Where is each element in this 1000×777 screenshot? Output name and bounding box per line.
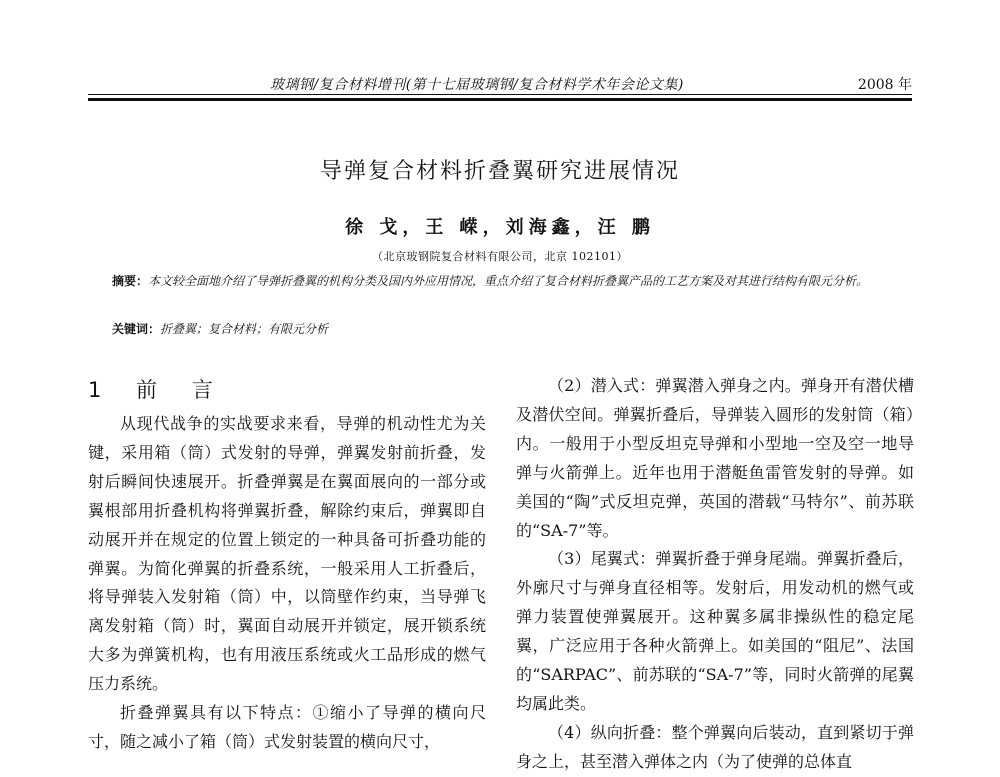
abstract xyxy=(88,270,914,292)
body-paragraph: 从现代战争的实战要求来看，导弹的机动性尤为关键，采用箱（筒）式发射的导弹，弹翼发射前折叠，发射后瞬间快速展开。折叠弹翼是在翼面展向的一部分或翼根部用折叠机构将弹翼折叠，解除约束后，弹翼即自动展开并在规定的位置上锁定的一种具备可折叠功能的弹翼。为简化弹翼的折叠系统，一般采用人工折叠后，将导弹装入发射箱（筒）中，以筒壁作约束，当导弹飞离发射箱（筒）时，翼面自动展开并锁定，展开锁系统大多为弹簧机构，也有用液压系统或火工品形成的燃气压力系统。 xyxy=(88,414,486,694)
paper-title: 导弹复合材料折叠翼研究进展情况 xyxy=(319,159,680,184)
body-paragraph: 折叠弹翼具有以下特点：①缩小了导弹的横向尺寸，随之减小了箱（筒）式发射装置的横向尺寸， xyxy=(88,703,486,751)
keywords-text: 折叠翼；复合材料；有限元分析 xyxy=(160,322,329,336)
section-heading: 1 前 言 xyxy=(88,378,227,402)
left-column xyxy=(88,372,486,757)
running-header-year: 2008 年 xyxy=(857,77,912,93)
abstract-label: 摘要： xyxy=(112,274,149,288)
header-rule-thin xyxy=(88,94,912,95)
keywords xyxy=(112,318,328,340)
running-header-journal: 玻璃钢/复合材料增刊(第十七届玻璃钢/复合材料学术年会论文集) xyxy=(270,77,684,93)
body-paragraph: （3）尾翼式：弹翼折叠于弹身尾端。弹翼折叠后，外廓尺寸与弹身直径相等。发射后，用发动机的燃气或弹力装置使弹翼展开。这种翼多属非操纵性的稳定尾翼，广泛应用于各种火箭弹上。如美国的“阻尼”、法国的“SARPAC”、前苏联的“SA-7”等，同时火箭弹的尾翼均属此类。 xyxy=(516,549,914,713)
abstract-text: 本文较全面地介绍了导弹折叠翼的机构分类及国内外应用情况，重点介绍了复合材料折叠翼产品的工艺方案及对其进行结构有限元分析。 xyxy=(148,274,869,288)
keywords-label: 关键词： xyxy=(112,322,161,336)
author-list: 徐 戈，王 嵘，刘海鑫，汪 鹏 xyxy=(345,217,655,238)
right-column xyxy=(516,372,914,777)
affiliation: （北京玻钢院复合材料有限公司，北京 102101） xyxy=(372,250,628,263)
body-paragraph: （2）潜入式：弹翼潜入弹身之内。弹身开有潜伏槽及潜伏空间。弹翼折叠后，导弹装入圆形的发射筒（箱）内。一般用于小型反坦克导弹和小型地一空及空一地导弹与火箭弹上。近年也用于潜艇鱼雷管发射的导弹。如美国的“陶”式反坦克弹，英国的潜载“马特尔”、前苏联的“SA-7”等。 xyxy=(516,376,914,540)
body-paragraph: （4）纵向折叠：整个弹翼向后装动，直到紧切于弹身之上，甚至潜入弹体之内（为了使弹的总体直 xyxy=(516,722,914,771)
header-rule-thick xyxy=(88,98,912,101)
